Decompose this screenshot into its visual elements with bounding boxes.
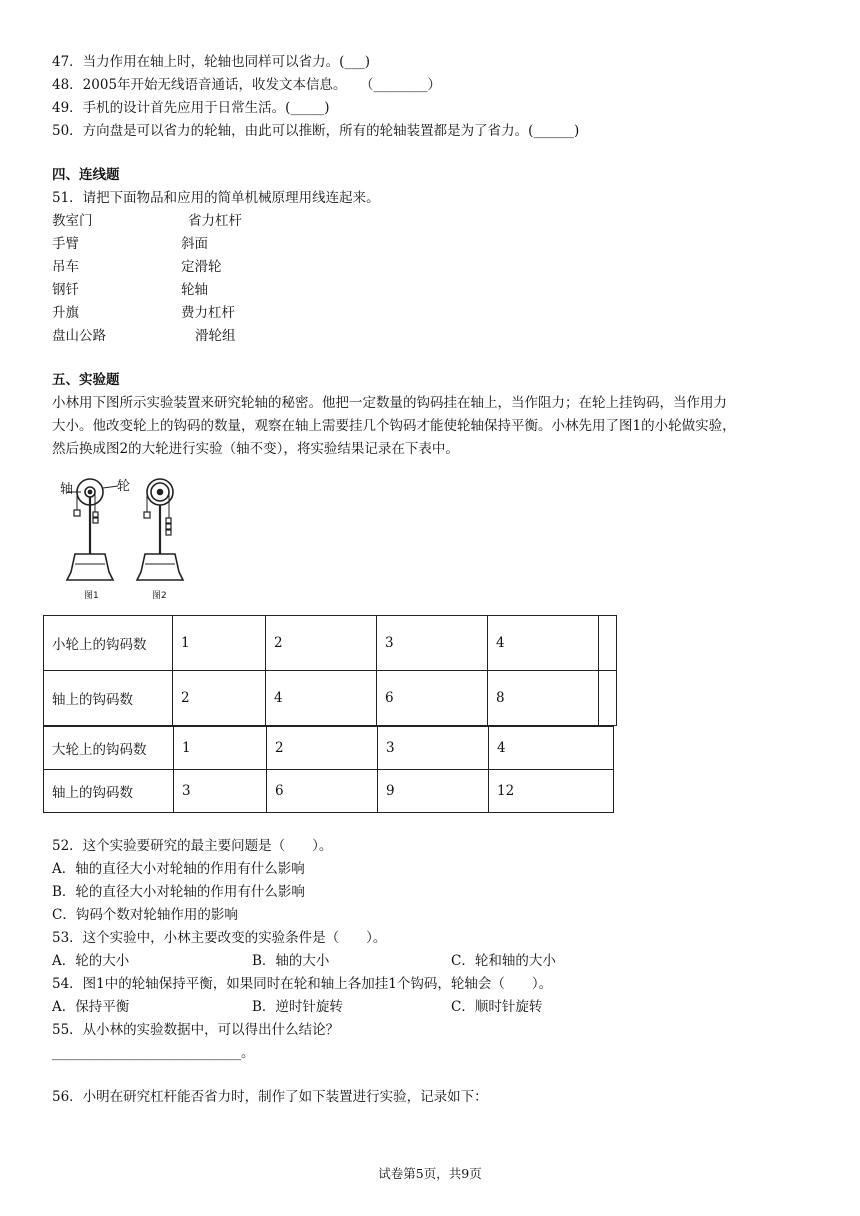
option-52a: A．轴的直径大小对轮轴的作用有什么影响 [52,861,305,877]
table-cell: 12 [489,770,614,813]
table-row-label: 轴上的钩码数 [44,770,174,813]
match-left-item: 吊车 [52,259,79,275]
option-54b: B．逆时针旋转 [252,999,343,1015]
option-53c: C．轮和轴的大小 [451,953,556,969]
figure-2-caption: 图2 [152,591,167,601]
table-cell: 1 [173,616,266,671]
option-52b: B．轮的直径大小对轮轴的作用有什么影响 [52,884,305,900]
match-left-item: 手臂 [52,236,79,252]
match-right-item: 定滑轮 [181,259,222,275]
match-left-item: 教室门 [52,213,93,229]
table-row-label: 轴上的钩码数 [44,671,173,726]
match-right-item: 滑轮组 [195,328,236,344]
table-row [44,770,614,813]
table-large-wheel [43,726,614,813]
option-54a: A．保持平衡 [52,999,130,1015]
table-small-wheel [43,615,617,726]
question-47: 47．当力作用在轴上时，轮轴也同样可以省力。(___) [52,54,370,70]
question-50: 50．方向盘是可以省力的轮轴，由此可以推断，所有的轮轴装置都是为了省力。(______) [52,123,580,139]
figure-label-wheel: 轮 [117,479,131,494]
table-cell: 3 [378,727,489,770]
match-right-item: 省力杠杆 [188,213,242,229]
figure-1-apparatus [67,479,118,580]
section-heading-matching: 四、连线题 [52,167,120,183]
experiment-paragraph-line: 然后换成图2的大轮进行实验（轴不变），将实验结果记录在下表中。 [52,441,459,457]
table-cell: 4 [266,671,377,726]
question-55: 55．从小林的实验数据中，可以得出什么结论？ [52,1022,340,1038]
experiment-paragraph-line: 小林用下图所示实验装置来研究轮轴的秘密。他把一定数量的钩码挂在轴上，当作阻力；在轮上挂钩码，当作用力 [52,395,727,411]
match-right-item: 斜面 [181,236,208,252]
table-cell: 1 [174,727,267,770]
figure-1-caption: 图1 [84,591,99,601]
table-empty-cell [599,671,617,726]
figure-label-axis: 轴 [60,482,74,497]
match-left-item: 升旗 [52,305,79,321]
table-cell: 3 [377,616,488,671]
table-row-label: 小轮上的钩码数 [44,616,173,671]
table-cell: 4 [488,616,599,671]
question-48: 48．2005年开始无线语音通话，收发文本信息。 （________） [52,77,442,93]
table-cell: 9 [378,770,489,813]
question-56: 56．小明在研究杠杆能否省力时，制作了如下装置进行实验，记录如下： [52,1089,488,1105]
table-cell: 8 [488,671,599,726]
experiment-paragraph-line: 大小。他改变轮上的钩码的数量，观察在轴上需要挂几个钩码才能使轮轴保持平衡。小林先用了图1的小轮做实验， [52,418,736,434]
table-row-label: 大轮上的钩码数 [44,727,174,770]
section-heading-experiment: 五、实验题 [52,372,120,388]
question-49: 49．手机的设计首先应用于日常生活。(_____) [52,100,330,116]
table-row [44,727,614,770]
question-52: 52．这个实验要研究的最主要问题是（ ）。 [52,838,333,854]
answer-blank-55: ____________________________。 [52,1045,255,1061]
match-right-item: 轮轴 [181,282,208,298]
option-53b: B．轴的大小 [252,953,330,969]
table-cell: 6 [377,671,488,726]
table-cell: 6 [267,770,378,813]
table-empty-cell [599,616,617,671]
figure-2-apparatus [137,479,183,580]
page-footer: 试卷第5页，共9页 [378,1166,482,1181]
table-cell: 2 [173,671,266,726]
match-right-item: 费力杠杆 [181,305,235,321]
match-left-item: 盘山公路 [52,328,106,344]
question-51: 51．请把下面物品和应用的简单机械原理用线连起来。 [52,190,380,206]
table-row [44,671,617,726]
question-54: 54．图1中的轮轴保持平衡，如果同时在轮和轴上各加挂1个钩码，轮轴会（ ）。 [52,976,553,992]
table-cell: 4 [489,727,614,770]
table-row [44,616,617,671]
question-53: 53．这个实验中，小林主要改变的实验条件是（ ）。 [52,930,387,946]
option-54c: C．顺时针旋转 [451,999,543,1015]
table-cell: 3 [174,770,267,813]
table-cell: 2 [267,727,378,770]
match-left-item: 钢钎 [52,282,79,298]
option-53a: A．轮的大小 [52,953,130,969]
option-52c: C．钩码个数对轮轴作用的影响 [52,907,238,923]
table-cell: 2 [266,616,377,671]
